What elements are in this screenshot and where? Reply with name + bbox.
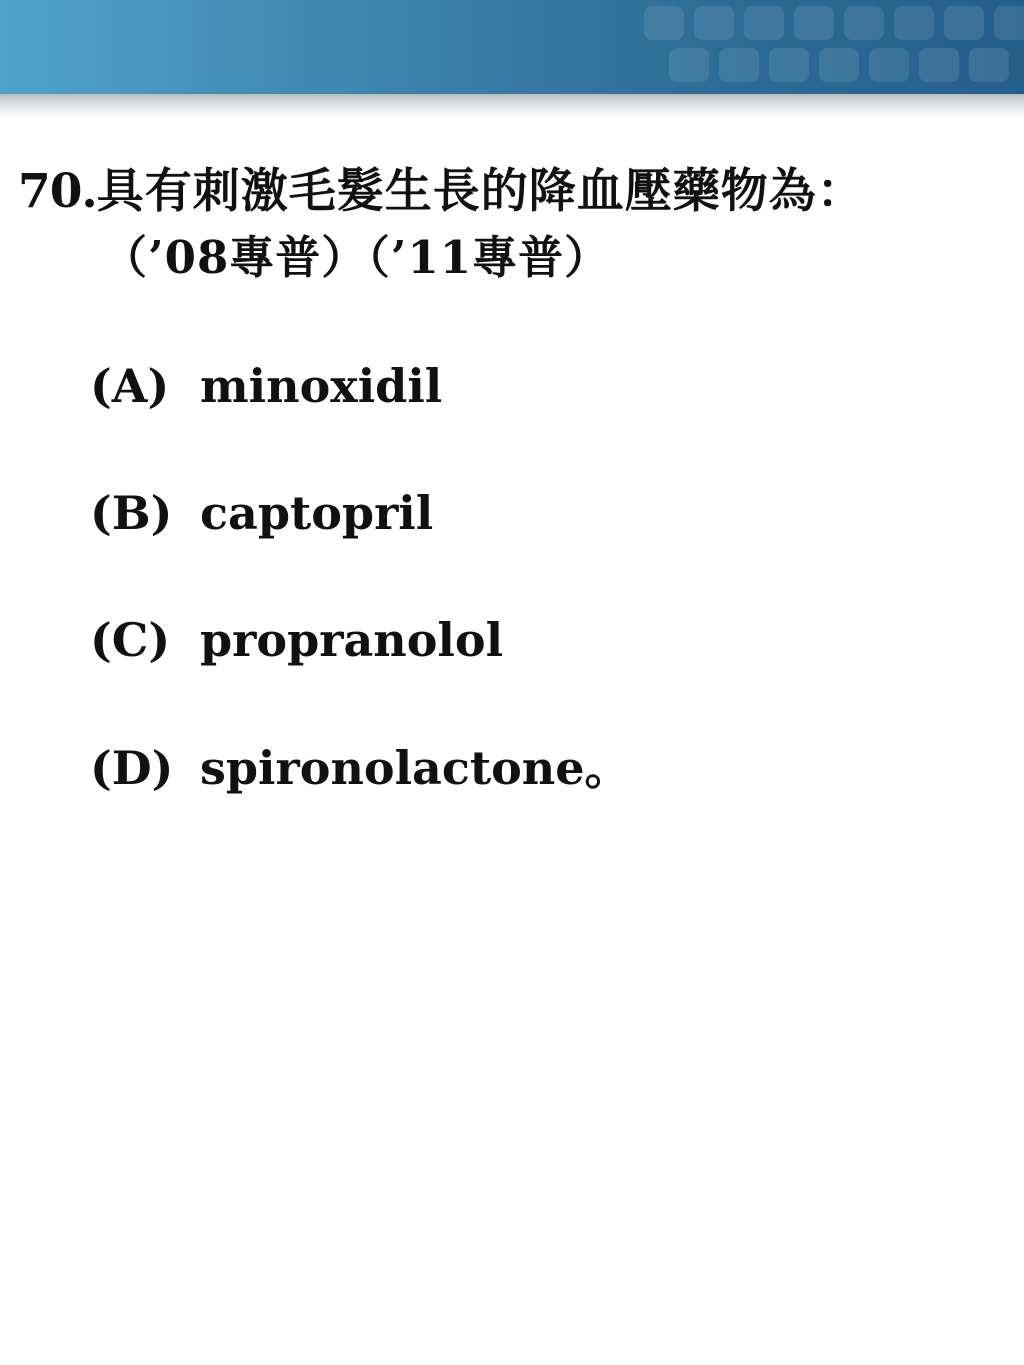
- question-source: （’08專普）（’11專普）: [102, 231, 611, 284]
- question-number: 70.: [18, 164, 97, 219]
- question-line: [18, 160, 865, 224]
- option-text: minoxidil: [200, 359, 443, 413]
- option-text: propranolol: [200, 613, 504, 667]
- header-shadow: [0, 94, 1024, 118]
- option-label: (B): [90, 486, 173, 540]
- option-d: [90, 738, 631, 798]
- option-label: (D): [90, 741, 174, 795]
- option-text: spironolactone。: [200, 741, 631, 795]
- option-a: [90, 356, 442, 416]
- option-label: (C): [90, 613, 171, 667]
- option-b: [90, 483, 433, 543]
- decorative-tiles: [624, 0, 1024, 94]
- option-c: [90, 610, 503, 670]
- header-banner: [0, 0, 1024, 94]
- question-stem: 具有刺激毛髮生長的降血壓藥物為：: [96, 164, 865, 219]
- option-text: captopril: [200, 486, 434, 540]
- option-label: (A): [90, 359, 170, 413]
